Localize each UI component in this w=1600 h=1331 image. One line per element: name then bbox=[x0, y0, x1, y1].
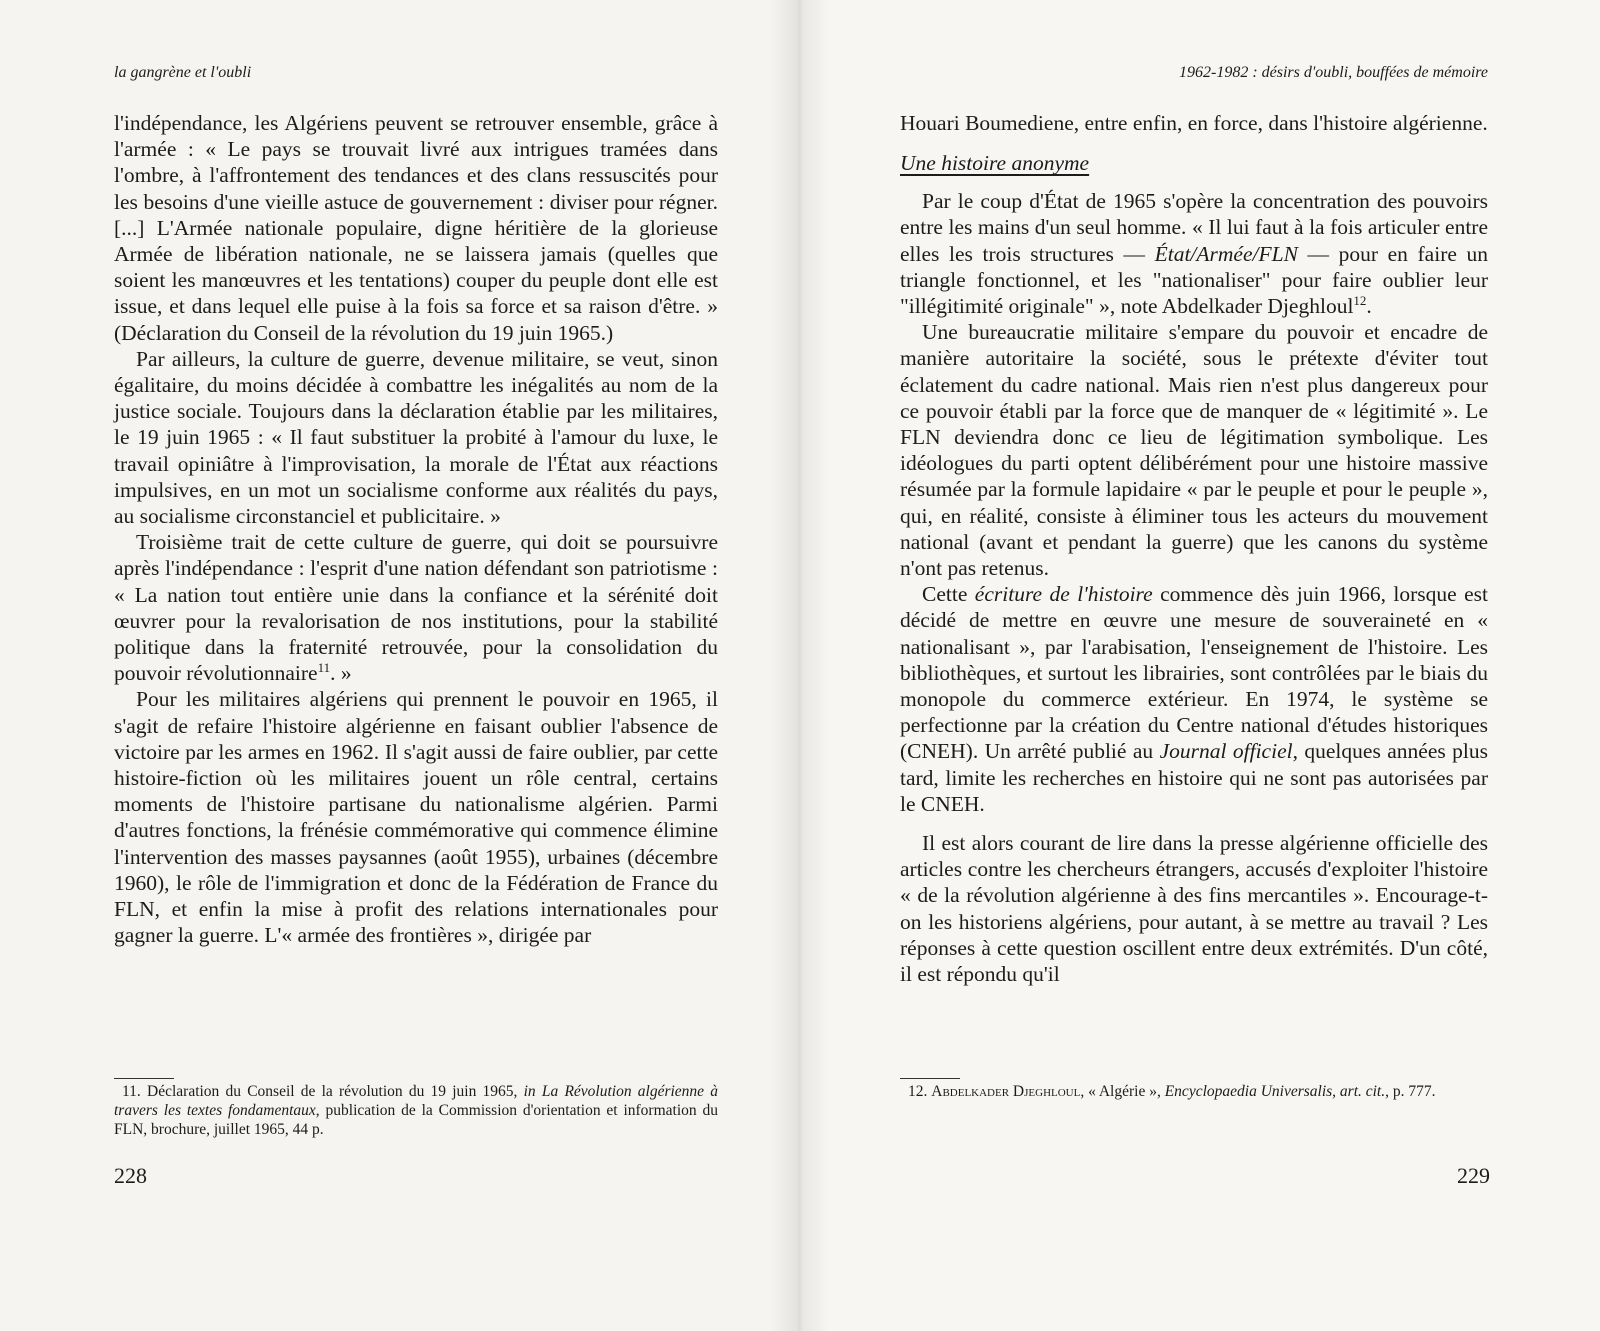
right-paragraph-1 bbox=[900, 188, 1488, 319]
footnote-12 bbox=[900, 1082, 1488, 1101]
right-paragraph-1-end: . bbox=[1366, 294, 1372, 319]
right-opening-line: Houari Boumediene, entre enfin, en force, dans l'histoire algérienne. bbox=[900, 111, 1488, 135]
footnote-ref-11[interactable]: 11 bbox=[317, 660, 331, 676]
right-paragraph-4: Il est alors courant de lire dans la presse algérienne officielle des articles contre les chercheurs étrangers, accusés d'exploiter l'histoire « de la révolution algérienne à des fins mercantiles ». Encourage-t-on les historiens algériens, pour autant, à se mettre au travail ? Les réponses à cette question oscillent entre deux extrémités. D'un côté, il est répondu qu'il bbox=[900, 831, 1488, 987]
book-gutter bbox=[770, 0, 830, 1331]
right-footnote-rule bbox=[900, 1078, 960, 1079]
footnote-12-title: Encyclopaedia Universalis, art. cit. bbox=[1164, 1083, 1386, 1100]
right-page-number: 229 bbox=[1457, 1163, 1490, 1188]
right-paragraph-1-text-b: — pour en faire un triangle fonctionnel, et les "nationaliser" pour faire oublier leur "illégitimité originale" », note Abdelkader Djeghloul bbox=[900, 241, 1488, 319]
left-page-number: 228 bbox=[114, 1163, 147, 1188]
right-paragraph-3-text-b: commence dès juin 1966, lorsque est décidé de mettre en œuvre une mesure de souveraineté en « nationalisant », par l'arabisation, l'enseignement de l'histoire. Les bibliothèques, et surtout les librairies, sont contrôlées par le biais du monopole du commerce extérieur. En 1974, le système se perfectionne par la création du Centre national d'études historiques (CNEH). Un arrêté publié au bbox=[900, 582, 1488, 764]
footnote-12-author: Abdelkader Djeghloul bbox=[931, 1083, 1081, 1100]
left-footnote-rule bbox=[114, 1078, 174, 1079]
right-running-head: 1962-1982 : désirs d'oubli, bouffées de mémoire bbox=[1178, 64, 1488, 81]
left-paragraph-4: Pour les militaires algériens qui prennent le pouvoir en 1965, il s'agit de refaire l'histoire algérienne en faisant oublier l'absence de victoire par les armes en 1962. Il s'agit aussi de faire oublier, par cette histoire-fiction où les militaires jouent un rôle central, certains moments de l'histoire partisane du nationalisme algérien. Parmi d'autres fonctions, la frénésie commémorative qui commence élimine l'intervention des masses paysannes (août 1955), urbaines (décembre 1960), le rôle de l'immigration et donc de la Fédération de France du FLN, et enfin la mise à profit des relations internationales pour gagner la guerre. L'« armée des frontières », dirigée par bbox=[114, 687, 718, 948]
left-paragraph-3 bbox=[114, 529, 718, 686]
footnote-12-text-mid: , « Algérie », bbox=[1080, 1083, 1165, 1100]
left-paragraph-1: l'indépendance, les Algériens peuvent se retrouver ensemble, grâce à l'armée : « Le pays se trouvait livré aux intrigues tramées dans l'ombre, à l'affrontement des tendances et des clans ressuscités pour les besoins d'une vieille astuce de gouvernement : diviser pour régner. [...] L'Armée nationale populaire, digne héritière de la glorieuse Armée de libération nationale, ne se laissera jamais (quelles que soient les manœuvres et les tentations) couper du peuple dont elle est issue, et dans lequel elle puise à la fois sa force et sa raison d'être. » (Déclaration du Conseil de la révolution du 19 juin 1965.) bbox=[114, 111, 718, 345]
footnote-11-text-after: , publication de la Commission d'orientation et information du FLN, brochure, juillet 1965, 44 p. bbox=[114, 1102, 718, 1138]
right-paragraph-3-text-a: Cette bbox=[922, 582, 975, 607]
section-subheading: Une histoire anonyme bbox=[900, 151, 1090, 176]
right-paragraph-3 bbox=[900, 581, 1488, 817]
footnote-11-title: in La Révolution algérienne à travers les textes fondamentaux bbox=[114, 1083, 719, 1119]
footnote-11 bbox=[114, 1082, 718, 1139]
footnote-11-number: 11. bbox=[122, 1083, 141, 1100]
right-page bbox=[800, 0, 1600, 1331]
right-paragraph-3-text-c: , quelques années plus tard, limite les recherches en histoire qui ne sont pas autorisées par le CNEH. bbox=[900, 739, 1489, 816]
left-paragraph-3-text: Troisième trait de cette culture de guerre, qui doit se poursuivre après l'indépendance : l'esprit d'une nation défendant son patriotisme : « La nation tout entière unie dans la confiance et la sérénité doit œuvrer pour la revalorisation de nos institutions, pour la stabilité politique dans la fraternité retrouvée, pour la consolidation du pouvoir révolutionnaire bbox=[114, 530, 718, 686]
footnote-11-text-before: Déclaration du Conseil de la révolution du 19 juin 1965, bbox=[147, 1083, 524, 1100]
left-paragraph-2: Par ailleurs, la culture de guerre, devenue militaire, se veut, sinon égalitaire, du moins décidée à combattre les inégalités au nom de la justice sociale. Toujours dans la déclaration établie par les militaires, le 19 juin 1965 : « Il faut substituer la probité à l'amour du luxe, le travail opiniâtre à l'improvisation, la morale de l'État aux réactions impulsives, en un mot un socialisme conforme aux réalités du pays, au socialisme circonstanciel et publicitaire. » bbox=[114, 346, 718, 529]
right-paragraph-1-text-a: Par le coup d'État de 1965 s'opère la concentration des pouvoirs entre les mains d'un seul homme. « Il lui faut à la fois articuler entre elles les trois structures — bbox=[900, 189, 1488, 266]
left-body-text bbox=[114, 110, 718, 949]
right-paragraph-3-italic-2: Journal officiel bbox=[1159, 739, 1293, 764]
left-running-head: la gangrène et l'oubli bbox=[114, 64, 252, 81]
footnote-ref-12[interactable]: 12 bbox=[1353, 292, 1367, 308]
right-body-text bbox=[900, 110, 1488, 987]
right-paragraph-3-italic: écriture de l'histoire bbox=[974, 582, 1153, 607]
right-paragraph-1-italic: État/Armée/FLN bbox=[1154, 241, 1298, 266]
footnote-12-number: 12. bbox=[908, 1083, 928, 1100]
left-paragraph-3-tail: . » bbox=[330, 661, 352, 686]
footnote-12-text-after: , p. 777. bbox=[1385, 1083, 1436, 1100]
right-paragraph-2: Une bureaucratie militaire s'empare du pouvoir et encadre de manière autoritaire la société, sous le prétexte d'éviter tout éclatement du cadre national. Mais rien n'est plus dangereux pour ce pouvoir établi par la force que de manquer de « légitimité ». Le FLN deviendra donc ce lieu de légitimation symbolique. Les idéologues du parti optent délibérément pour une histoire massive résumée par la formule lapidaire « par le peuple et pour le peuple », qui, en réalité, consiste à éliminer tous les acteurs du mouvement national (avant et pendant la guerre) que les canons du système n'ont pas retenus. bbox=[900, 320, 1488, 581]
